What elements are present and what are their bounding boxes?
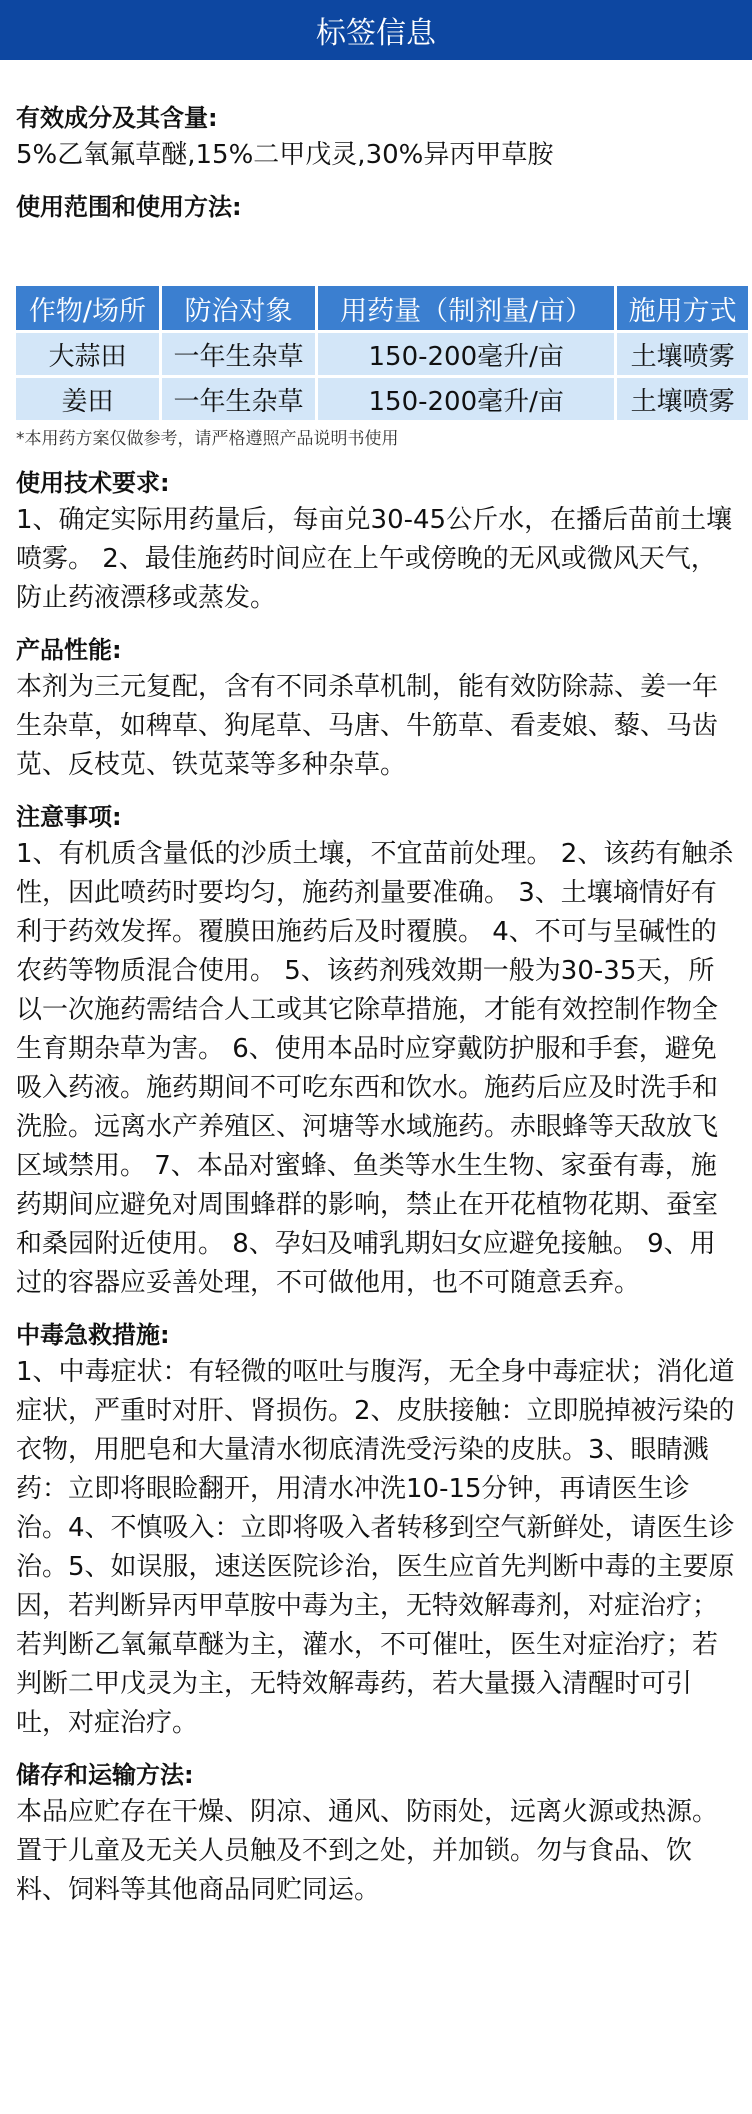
column-header-target: 防治对象 — [162, 286, 315, 330]
cautions-text: 1、有机质含量低的沙质土壤，不宜苗前处理。 2、该药有触杀性，因此喷药时要均匀，施药剂量要准确。 3、土壤墒情好有利于药效发挥。覆膜田施药后及时覆膜。 4、不可与呈碱性的农药等物质混合使用。 5、该药剂残效期一般为30-35天，所以一次施药需结合人工或其它除草措施，才能有效控制作物全生育期杂草为害。 6、使用本品时应穿戴防护服和手套，避免吸入药液。施药期间不可吃东西和饮水。施药后应及时洗手和洗脸。远离水产养殖区、河塘等水域施药。赤眼蜂等天敌放飞区域禁用。 7、本品对蜜蜂、鱼类等水生生物、家蚕有毒，施药期间应避免对周围蜂群的影响，禁止在开花植物花期、蚕室和桑园附近使用。 8、孕妇及哺乳期妇女应避免接触。 9、用过的容器应妥善处理，不可做他用，也不可随意丢弃。 — [16, 839, 734, 1298]
table-cell: 一年生杂草 — [162, 333, 315, 375]
page-title: 标签信息 — [316, 16, 436, 51]
tech-text: 1、确定实际用药量后，每亩兑30-45公斤水，在播后苗前土壤喷雾。 2、最佳施药时间应在上午或傍晚的无风或微风天气，防止药液漂移或蒸发。 — [16, 505, 733, 613]
performance-text: 本剂为三元复配，含有不同杀草机制，能有效防除蒜、姜一年生杂草，如稗草、狗尾草、马唐、牛筋草、看麦娘、藜、马齿苋、反枝苋、铁苋菜等多种杂草。 — [16, 672, 719, 780]
performance-title: 产品性能: — [16, 636, 122, 664]
column-header-crop: 作物/场所 — [16, 286, 159, 330]
cautions-title: 注意事项: — [16, 803, 122, 831]
page-header — [0, 0, 752, 60]
table-cell: 姜田 — [16, 378, 159, 420]
table-cell: 土壤喷雾 — [617, 333, 748, 375]
usage-note: *本用药方案仅做参考，请严格遵照产品说明书使用 — [16, 429, 399, 449]
ingredients-text: 5%乙氧氟草醚,15%二甲戊灵,30%异丙甲草胺 — [16, 140, 554, 170]
tech-title: 使用技术要求: — [16, 469, 170, 497]
table-row — [16, 378, 748, 420]
dosage-table — [13, 283, 751, 423]
firstaid-text: 1、中毒症状：有轻微的呕吐与腹泻，无全身中毒症状；消化道症状，严重时对肝、肾损伤。2、皮肤接触：立即脱掉被污染的衣物，用肥皂和大量清水彻底清洗受污染的皮肤。3、眼睛溅药：立即将眼睑翻开，用清水冲洗10-15分钟，再请医生诊治。4、不慎吸入：立即将吸入者转移到空气新鲜处，请医生诊治。5、如误服，速送医院诊治，医生应首先判断中毒的主要原因，若判断异丙甲草胺中毒为主，无特效解毒剂，对症治疗；若判断乙氧氟草醚为主，灌水，不可催吐，医生对症治疗；若判断二甲戊灵为主，无特效解毒药，若大量摄入清醒时可引吐，对症治疗。 — [16, 1357, 735, 1738]
table-cell: 土壤喷雾 — [617, 378, 748, 420]
table-cell: 150-200毫升/亩 — [318, 333, 614, 375]
table-cell: 150-200毫升/亩 — [318, 378, 614, 420]
table-header-row — [16, 286, 748, 330]
table-cell: 一年生杂草 — [162, 378, 315, 420]
column-header-method: 施用方式 — [617, 286, 748, 330]
table-row — [16, 333, 748, 375]
label-content — [0, 100, 752, 1910]
storage-text: 本品应贮存在干燥、阴凉、通风、防雨处，远离火源或热源。置于儿童及无关人员触及不到之处，并加锁。勿与食品、饮料、饲料等其他商品同贮同运。 — [16, 1797, 719, 1905]
column-header-dosage: 用药量（制剂量/亩） — [318, 286, 614, 330]
usage-title: 使用范围和使用方法: — [16, 193, 242, 221]
firstaid-title: 中毒急救措施: — [16, 1321, 170, 1349]
ingredients-title: 有效成分及其含量: — [16, 104, 218, 132]
storage-title: 储存和运输方法: — [16, 1761, 194, 1789]
table-cell: 大蒜田 — [16, 333, 159, 375]
